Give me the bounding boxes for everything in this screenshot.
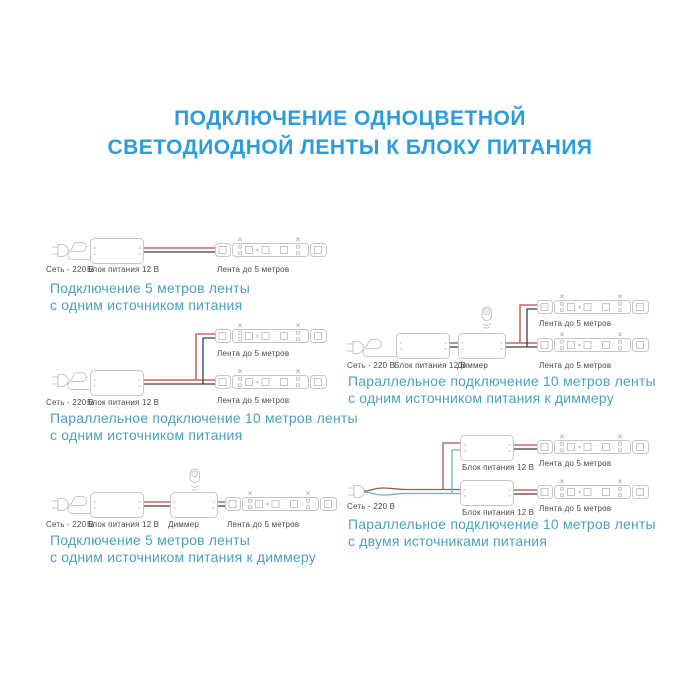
strip-label-top: Лента до 5 метров — [217, 349, 290, 358]
psu-box — [91, 493, 144, 518]
strip-label-top: Лента до 5 метров — [539, 459, 612, 468]
caption-line-2: с одним источником питания — [50, 427, 243, 443]
wire-red-branch — [196, 334, 215, 380]
diagram-parallel-two-psu — [345, 425, 675, 550]
psu-box-top — [461, 436, 514, 461]
diagram-single-strip-one-psu — [40, 230, 340, 330]
strip-label-bottom: Лента до 5 метров — [539, 361, 612, 370]
power-cord-wire — [68, 497, 90, 514]
psu-box — [91, 371, 144, 396]
caption-line-1: Подключение 5 метров ленты — [50, 532, 250, 548]
wire-brown-live — [364, 488, 460, 491]
caption-line-2: с одним источником питания — [50, 297, 243, 313]
plug-icon — [348, 486, 364, 498]
wire-red-branch — [520, 305, 537, 343]
caption-line-1: Параллельное подключение 10 метров ленты — [50, 410, 358, 426]
caption-line-2: с одним источником питания к диммеру — [348, 390, 614, 406]
led-strip — [216, 238, 327, 257]
remote-icon — [190, 469, 200, 490]
diagram-caption — [50, 410, 358, 444]
wire-blue-neutral — [364, 492, 460, 495]
led-strip-top — [538, 295, 649, 314]
mains-label: Сеть - 220 В — [46, 398, 95, 407]
power-cord-wire — [68, 373, 90, 390]
dimmer-box — [459, 334, 506, 359]
dimmer-label: Диммер — [457, 361, 488, 370]
caption-line-2: с двумя источниками питания — [348, 533, 548, 549]
diagram-caption — [50, 532, 316, 566]
psu-label: Блок питания 12 В — [87, 265, 160, 274]
plug-icon — [347, 342, 363, 354]
led-strip — [226, 492, 337, 511]
psu-label: Блок питания 12 В — [87, 520, 160, 529]
dimmer-label: Диммер — [168, 520, 199, 529]
caption-line-2: с одним источником питания к диммеру — [50, 549, 316, 565]
strip-label-bottom: Лента до 5 метров — [217, 396, 290, 405]
caption-line-1: Подключение 5 метров ленты — [50, 280, 250, 296]
strip-label: Лента до 5 метров — [217, 265, 290, 274]
psu-label-bottom: Блок питания 12 В — [462, 508, 535, 517]
psu-box — [397, 334, 450, 359]
plug-icon — [52, 499, 68, 511]
plug-icon — [52, 375, 68, 387]
psu-label: Блок питания 12 В — [394, 361, 467, 370]
led-strip-bottom — [216, 370, 327, 389]
page-title-line-2: СВЕТОДИОДНОЙ ЛЕНТЫ К БЛОКУ ПИТАНИЯ — [107, 136, 593, 159]
led-strip-bottom — [538, 480, 649, 499]
plug-icon — [52, 245, 68, 257]
diagram-parallel-one-psu-dimmer — [345, 290, 675, 406]
psu-label: Блок питания 12 В — [87, 398, 160, 407]
page-title-line-1: ПОДКЛЮЧЕНИЕ ОДНОЦВЕТНОЙ — [174, 107, 526, 130]
remote-icon — [482, 307, 492, 328]
strip-label-bottom: Лента до 5 метров — [539, 504, 612, 513]
diagram-caption — [50, 280, 250, 314]
led-strip-bottom — [538, 333, 649, 352]
wire-black-branch — [527, 309, 537, 347]
diagram-caption — [348, 373, 656, 407]
strip-label-top: Лента до 5 метров — [539, 319, 612, 328]
wire-black-branch — [203, 338, 215, 384]
psu-box — [91, 239, 144, 264]
diagram-parallel-one-psu — [40, 320, 358, 443]
diagram-single-strip-dimmer — [40, 460, 350, 580]
power-cord-wire — [363, 340, 396, 357]
page-title — [0, 104, 700, 162]
psu-box-bottom — [461, 481, 514, 506]
dimmer-box — [171, 493, 218, 518]
power-cord-wire — [68, 243, 90, 260]
mains-label: Сеть - 220 В — [347, 361, 396, 370]
psu-label-top: Блок питания 12 В — [462, 463, 535, 472]
caption-line-1: Параллельное подключение 10 метров ленты — [348, 516, 656, 532]
led-strip-top — [216, 324, 327, 343]
mains-label: Сеть - 220 В — [46, 265, 95, 274]
mains-label: Сеть - 220 В — [347, 502, 396, 511]
wire-blue-branch — [452, 450, 460, 494]
caption-line-1: Параллельное подключение 10 метров ленты — [348, 373, 656, 389]
mains-label: Сеть - 220 В — [46, 520, 95, 529]
strip-label: Лента до 5 метров — [227, 520, 300, 529]
diagram-caption — [348, 516, 656, 550]
led-strip-top — [538, 435, 649, 454]
